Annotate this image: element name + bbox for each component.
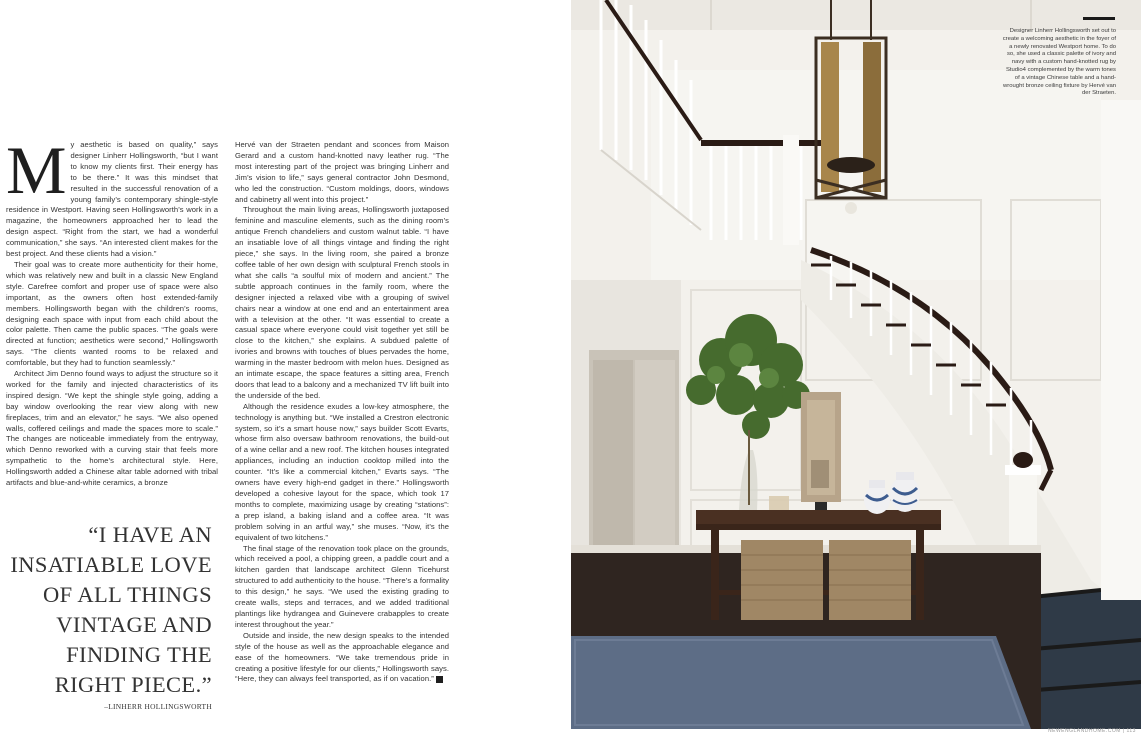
drop-cap: M — [6, 132, 67, 208]
foyer-photo-illustration — [571, 0, 1141, 729]
article-column-1 — [6, 132, 218, 489]
article-paragraph: Throughout the main living areas, Hollingsworth juxtaposed feminine and masculine elements, such as the dining room’s antique French chandeliers and custom walnut table. “I have an insatiable love of all things vintage and finding the right piece,” she says. In the living room, she paired a bronze coffee table of her own design with sculptural French stools in what she calls “a soulful mix of modern and ancient.” The subtle approach continues in the family room, where the designer injected a relaxed vibe with a grouping of swivel chairs near a window at one end and an entertainment area with a television at the other. “It was essential to create a casual space where everyone could visit together yet still be close to the kitchen,” she explains. A subdued palette of ivories and browns with touches of blues pervades the home, warming in the master bedroom with melon hues. Designed as an intimate escape, the space features a sitting area, French doors that lead to a balcony and a mechanized TV lift built into the underside of the bed. — [235, 205, 449, 400]
article-paragraph-text: Outside and inside, the new design speaks to the intended style of the house as well as the approachable elegance and ease of the homeowners. “We take tremendous pride in creating a positive lifestyle for our clients,” Hollingsworth says. “Here, they can always feel transported, as if on vacation.” — [235, 630, 449, 684]
article-paragraph — [235, 631, 449, 686]
page-folio: NEWENGLANDHOME.COM | 113 — [1048, 728, 1136, 734]
article-paragraph: The final stage of the renovation took place on the grounds, which received a pool, a chipping green, a paddle court and a kitchen garden that landscape architect Glenn Ticehurst structured to add authenticity to the house. “There’s a formality to this design,” he says. “We used the existing grading to create walls, steps and terraces, and we added traditional plantings like hydrangea and Guinevere crabapples to create interest throughout the year.” — [235, 543, 449, 629]
end-mark-icon — [436, 676, 443, 683]
pull-quote-attribution: –LINHERR HOLLINGSWORTH — [104, 702, 212, 711]
caption-rule — [1083, 17, 1115, 20]
photo-caption: Designer Linherr Hollingsworth set out to create a welcoming aesthetic in the foyer of a newly renovated Westport home. To do so, she used a classic palette of ivory and navy with a custom hand-knotted rug by Studio4 complemented by the warm tones of a vintage Chinese table and a hand-wrought bronze ceiling fixture by Hervé van der Straeten. — [1002, 28, 1116, 97]
pull-quote: “I HAVE AN INSATIABLE LOVE OF ALL THINGS VINTAGE AND FINDING THE RIGHT PIECE.” — [10, 522, 212, 697]
article-paragraph: Their goal was to create more authenticity for their home, which was relatively new and built in a classic New England style. Carefree comfort and proper use of space were also important, as the owners often host extended-family members. Hollingsworth began with the children’s rooms, designing each space with input from each child about the color palette. Then came the public spaces. “The goals were directed at function; aesthetics were second,” Hollingsworth says. “The clients wanted rooms to be relaxed and comfortable, but they had to function seamlessly.” — [6, 259, 218, 368]
article-paragraph: Although the residence exudes a low-key atmosphere, the technology is anything but. “We installed a Crestron electronic system, so it’s a smart house now,” says builder Scott Evarts, whose firm also oversaw bathroom renovations, the build-out of a wine cellar and a new roof. The kitchen houses integrated appliances, including an induction cooktop milled into the counter. “It’s like a commercial kitchen,” Evarts says. “The owners have every high-end gadget in there.” Hollingsworth developed a cohesive layout for the space, which took 17 months to complete, maximizing usage by creating “stations”: a prep island, a baking island and a coffee area. “It was problem solving in an artful way,” she muses. “Now, it’s the equivalent of two kitchens.” — [235, 401, 449, 542]
foyer-photo — [571, 0, 1141, 729]
article-paragraph: Architect Jim Denno found ways to adjust the structure so it worked for the family and injected characteristics of its inspired design. “We kept the shingle style going, adding a bay window overlooking the rear view along with new fireplaces, trim and an elevator,” he says. “We also opened walls, coffered ceilings and made the spaces more to scale.” The changes are noticeable immediately from the entryway, which Denno reworked with a curving stair that feels more sympathetic to the home’s architectural style. Here, Hollingsworth added a Chinese altar table adorned with tribal artifacts and blue-and-white ceramics, a bronze — [6, 369, 218, 488]
article-column-2 — [235, 140, 449, 685]
article-paragraph: y aesthetic is based on quality,” says designer Linherr Hollingsworth, “but I want to know my clients first. Their energy has to be there.” It was this mindset that resulted in the successful renovation of a young family’s contemporary shingle-style residence in Westport. Having seen Hollingsworth’s work in a magazine, the homeowners approached her to lead the design aspect. “Right from the start, we had a wonderful communication,” she says. “An interested client makes for the best project. And these clients had a vision.” — [6, 140, 218, 259]
article-paragraph: Hervé van der Straeten pendant and sconces from Maison Gerard and a custom hand-knotted navy leather rug. “The most interesting part of the project was bringing Linherr and Jim’s vision to life,” says general contractor John Desmond, who led the construction. “Custom moldings, doors, windows and cabinetry all went into this project.” — [235, 140, 449, 204]
